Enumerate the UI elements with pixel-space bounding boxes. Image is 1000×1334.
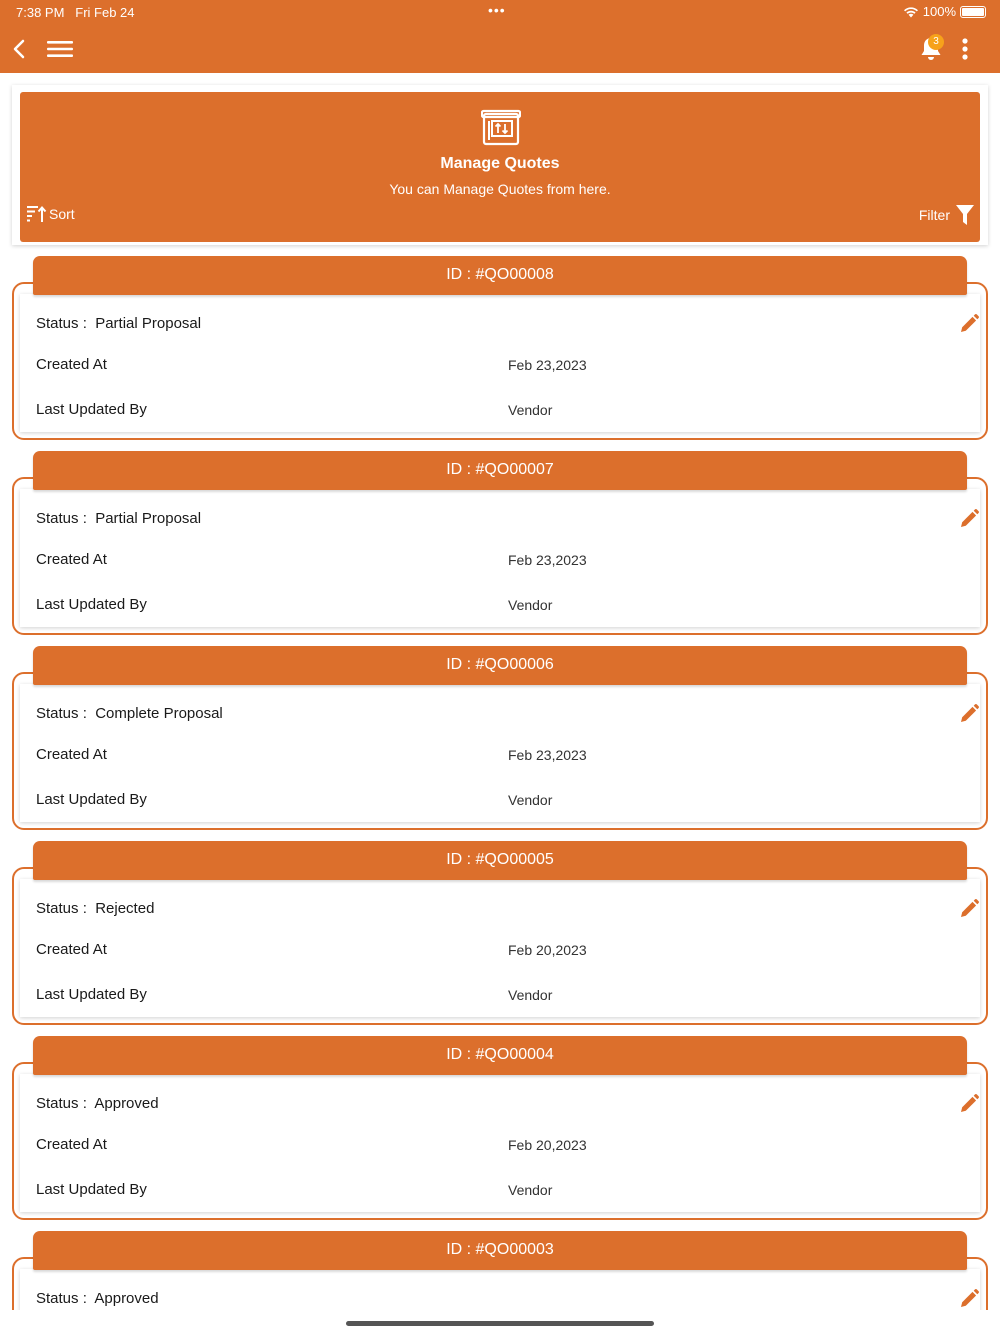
last-updated-by-label: Last Updated By bbox=[36, 1181, 147, 1198]
quote-id-header: ID : #QO00005 bbox=[33, 841, 967, 880]
edit-icon[interactable] bbox=[958, 1093, 980, 1115]
sort-icon bbox=[27, 205, 47, 223]
quote-card-body bbox=[20, 1074, 980, 1212]
status-time: 7:38 PM Fri Feb 24 bbox=[16, 5, 135, 20]
quote-status-row bbox=[36, 315, 201, 332]
more-options-button[interactable] bbox=[954, 24, 976, 73]
filter-label: Filter bbox=[918, 207, 950, 223]
quote-status-row bbox=[36, 705, 223, 722]
created-at-label: Created At bbox=[36, 746, 107, 763]
quote-id-header: ID : #QO00003 bbox=[33, 1231, 967, 1270]
created-at-value: Feb 23,2023 bbox=[508, 747, 587, 763]
status-value: Approved bbox=[94, 1290, 159, 1307]
home-indicator[interactable] bbox=[346, 1321, 654, 1326]
created-at-value: Feb 20,2023 bbox=[508, 1137, 587, 1153]
quote-card[interactable] bbox=[12, 1036, 988, 1222]
more-vertical-icon bbox=[961, 37, 969, 61]
last-updated-by-label: Last Updated By bbox=[36, 986, 147, 1003]
status-value: Partial Proposal bbox=[95, 510, 202, 527]
status-value: Complete Proposal bbox=[95, 705, 223, 722]
last-updated-by-label: Last Updated By bbox=[36, 791, 147, 808]
last-updated-by-label: Last Updated By bbox=[36, 596, 147, 613]
edit-icon[interactable] bbox=[958, 1288, 980, 1310]
quotes-box-icon bbox=[481, 109, 521, 147]
last-updated-by-value: Vendor bbox=[508, 792, 553, 808]
quote-card[interactable] bbox=[12, 256, 988, 442]
quote-id-header: ID : #QO00004 bbox=[33, 1036, 967, 1075]
battery-percent: 100% bbox=[922, 4, 956, 19]
edit-icon[interactable] bbox=[958, 508, 980, 530]
wifi-icon bbox=[903, 6, 919, 18]
manage-quotes-header bbox=[12, 85, 988, 245]
status-value: Partial Proposal bbox=[95, 315, 202, 332]
last-updated-by-label: Last Updated By bbox=[36, 401, 147, 418]
status-value: Approved bbox=[94, 1095, 159, 1112]
quote-card[interactable] bbox=[12, 646, 988, 832]
last-updated-by-value: Vendor bbox=[508, 987, 553, 1003]
created-at-value: Feb 23,2023 bbox=[508, 552, 587, 568]
status-bar bbox=[0, 0, 1000, 24]
sort-button[interactable] bbox=[27, 205, 75, 223]
status-label: Status : bbox=[36, 510, 87, 527]
quote-card-body bbox=[20, 294, 980, 432]
chevron-left-icon bbox=[12, 38, 26, 60]
last-updated-by-value: Vendor bbox=[508, 597, 553, 613]
last-updated-by-value: Vendor bbox=[508, 402, 553, 418]
status-label: Status : bbox=[36, 705, 87, 722]
filter-icon bbox=[956, 204, 974, 226]
battery-icon bbox=[960, 6, 986, 18]
notification-badge: 3 bbox=[928, 34, 944, 50]
menu-button[interactable] bbox=[44, 24, 76, 73]
page-title: Manage Quotes bbox=[440, 155, 560, 172]
status-value: Rejected bbox=[95, 900, 155, 917]
quote-status-row bbox=[36, 510, 201, 527]
filter-button[interactable] bbox=[919, 204, 974, 226]
edit-icon[interactable] bbox=[958, 703, 980, 725]
quote-id-header: ID : #QO00006 bbox=[33, 646, 967, 685]
last-updated-by-value: Vendor bbox=[508, 1182, 553, 1198]
navigation-bar bbox=[0, 24, 1000, 73]
created-at-label: Created At bbox=[36, 941, 107, 958]
status-label: Status : bbox=[36, 900, 87, 917]
quote-card-body bbox=[20, 684, 980, 822]
manage-quotes-banner bbox=[20, 92, 980, 242]
status-label: Status : bbox=[36, 315, 87, 332]
quote-card-body bbox=[20, 879, 980, 1017]
hamburger-menu-icon bbox=[46, 39, 74, 59]
quote-status-row bbox=[36, 1290, 159, 1307]
quote-card[interactable] bbox=[12, 451, 988, 637]
quote-status-row bbox=[36, 1095, 159, 1112]
created-at-value: Feb 20,2023 bbox=[508, 942, 587, 958]
created-at-label: Created At bbox=[36, 356, 107, 373]
status-right bbox=[903, 4, 986, 19]
created-at-label: Created At bbox=[36, 551, 107, 568]
back-button[interactable] bbox=[6, 24, 32, 73]
quote-card-body bbox=[20, 489, 980, 627]
quote-status-row bbox=[36, 900, 154, 917]
status-label: Status : bbox=[36, 1290, 87, 1307]
quote-card[interactable] bbox=[12, 841, 988, 1027]
created-at-label: Created At bbox=[36, 1136, 107, 1153]
status-label: Status : bbox=[36, 1095, 87, 1112]
sort-label: Sort bbox=[49, 206, 75, 222]
created-at-value: Feb 23,2023 bbox=[508, 357, 587, 373]
edit-icon[interactable] bbox=[958, 898, 980, 920]
quote-id-header: ID : #QO00008 bbox=[33, 256, 967, 295]
quote-id-header: ID : #QO00007 bbox=[33, 451, 967, 490]
edit-icon[interactable] bbox=[958, 313, 980, 335]
multitasking-dots: ••• bbox=[488, 2, 506, 18]
page-subtitle: You can Manage Quotes from here. bbox=[389, 181, 611, 197]
